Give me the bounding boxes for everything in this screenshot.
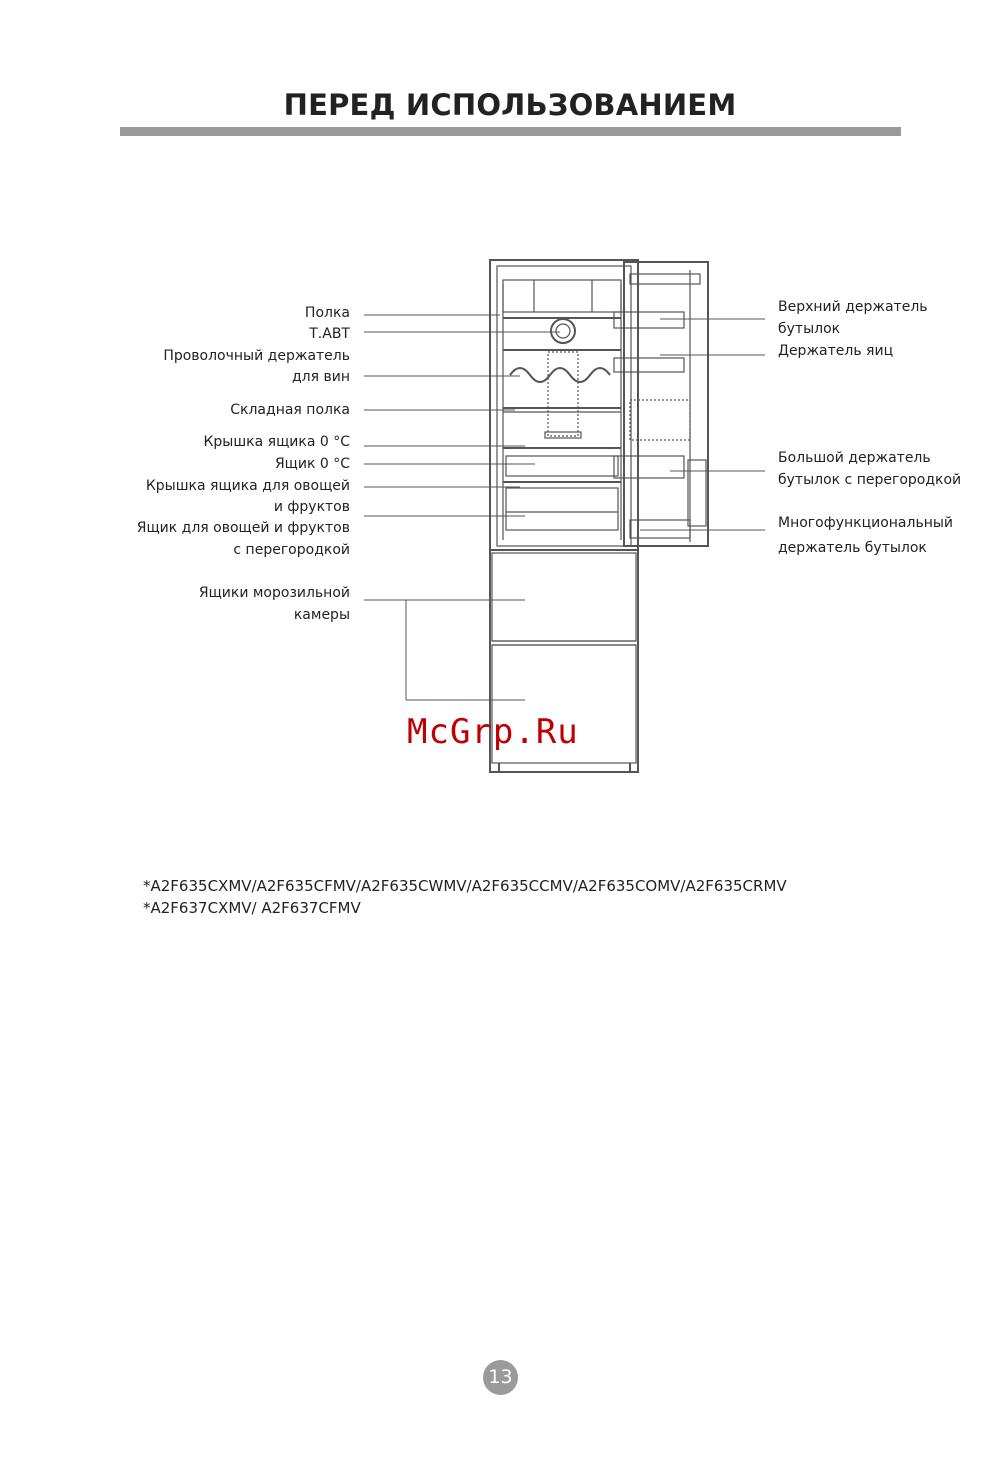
label-folding-shelf: Складная полка <box>230 402 350 418</box>
right-leader-lines <box>640 319 765 530</box>
label-freezer-drawers: Ящики морозильной <box>198 585 350 601</box>
label-large-bottle-holder: Большой держатель <box>778 450 931 466</box>
label-top-bottle-holder-2: бутылок <box>778 321 841 337</box>
label-zero-drawer: Ящик 0 °C <box>274 456 350 472</box>
label-zero-drawer-lid: Крышка ящика 0 °C <box>203 434 350 450</box>
model-line: *A2F637CXMV/ A2F637CFMV <box>143 899 361 917</box>
page-number: 13 <box>483 1360 518 1395</box>
label-multi-bottle-holder-2: держатель бутылок <box>778 540 927 556</box>
label-shelf: Полка <box>304 305 350 321</box>
label-egg-holder: Держатель яиц <box>778 343 894 359</box>
model-line: *A2F635CXMV/A2F635CFMV/A2F635CWMV/A2F635CCMV/A2F635COMV/A2F635CRMV <box>143 877 787 895</box>
label-crisper-lid: Крышка ящика для овощей <box>145 478 350 494</box>
label-top-bottle-holder: Верхний держатель <box>778 299 928 315</box>
page-title: ПЕРЕД ИСПОЛЬЗОВАНИЕМ <box>283 88 737 122</box>
label-freezer-drawers-2: камеры <box>293 607 350 623</box>
label-large-bottle-holder-2: бутылок с перегородкой <box>778 472 962 488</box>
label-wine-holder-2: для вин <box>291 369 350 385</box>
fridge-door <box>614 262 708 546</box>
label-tabt: Т.ABT <box>309 326 350 342</box>
label-crisper-2: с перегородкой <box>233 542 350 558</box>
label-multi-bottle-holder: Многофункциональный <box>778 515 954 531</box>
left-leader-lines <box>364 315 560 700</box>
fridge-shelves <box>503 280 621 540</box>
fridge-drawers <box>503 448 621 530</box>
label-crisper: Ящик для овощей и фруктов <box>136 520 350 536</box>
model-list <box>143 875 787 919</box>
label-wine-holder: Проволочный держатель <box>163 348 350 364</box>
label-crisper-lid-2: и фруктов <box>273 499 350 515</box>
watermark: McGrp.Ru <box>407 712 579 752</box>
